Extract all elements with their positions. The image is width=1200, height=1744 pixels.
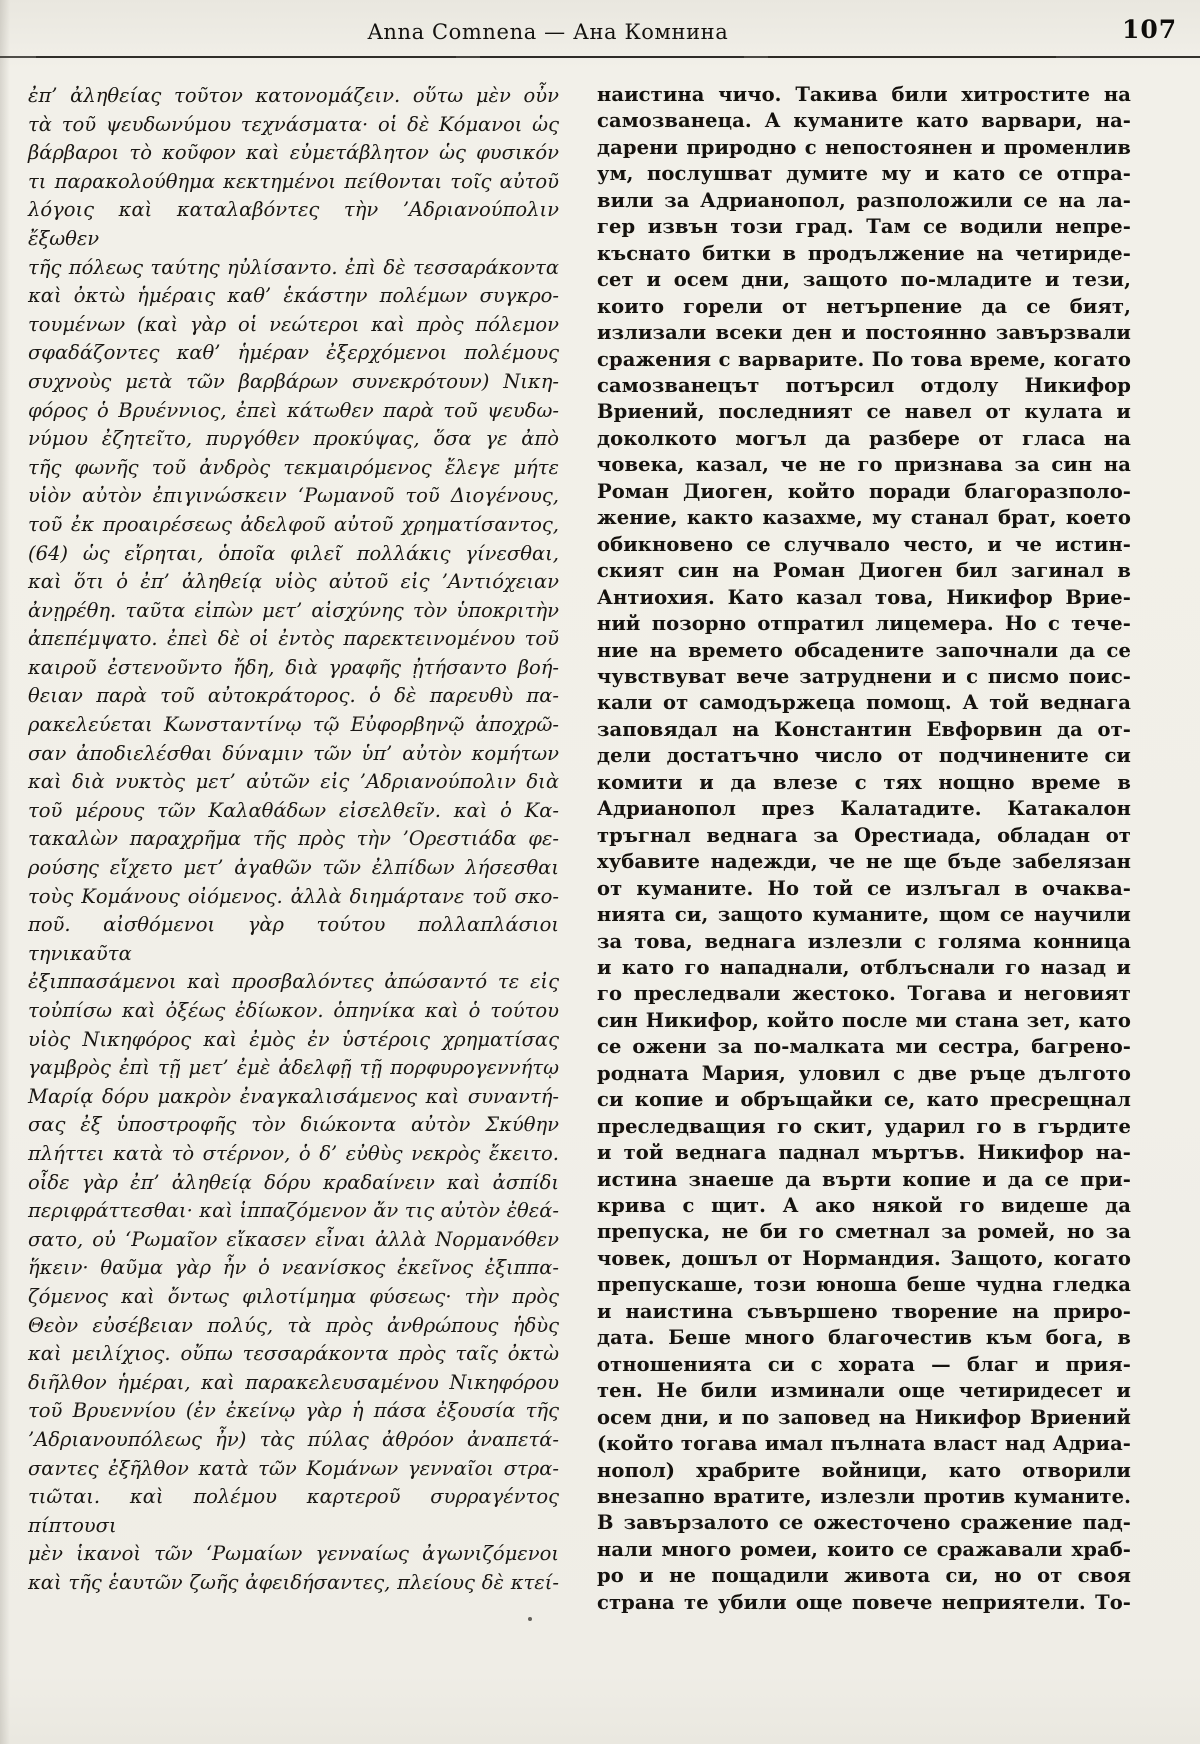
- text-line: нопол) храбрите войници, като отворили: [597, 1458, 1131, 1482]
- text-line: καὶ μειλίχιος. οὔπω τεσσαράκοντα πρὸς ταῖς ὀκτὼ: [28, 1342, 559, 1366]
- text-line: σατο, οὐ ‘Ρωμαῖον εἴκασεν εἶναι ἀλλὰ Νορμανόθεν: [28, 1227, 559, 1251]
- text-line: В завързалото се ожесточено сражение пад-: [597, 1511, 1131, 1535]
- text-line: (64) ὡς εἴρηται, ὁποῖα φιλεῖ πολλάκις γίνεσθαι,: [28, 541, 559, 565]
- two-column-text-block: [28, 82, 1131, 1616]
- text-line: ἐπ’ ἀληθείας τοῦτον κατονομάζειν. οὕτω μὲν οὖν: [28, 84, 559, 107]
- text-line: τακαλὼν παραχρῆμα τῆς πρὸς τὴν ’Ορεστιάδα φε-: [28, 827, 559, 851]
- text-line: ският син на Роман Диоген бил загинал в: [597, 559, 1131, 583]
- text-line: сет и осем дни, защото по-младите и тези,: [597, 268, 1131, 292]
- text-line: σφαδάζοντες καθ’ ἡμέραν ἐξερχόμενοι πολέμους: [28, 341, 559, 365]
- text-line: Антиохия. Като казал това, Никифор Врие-: [597, 585, 1131, 609]
- text-line: τουμένων (καὶ γὰρ οἱ νεώτεροι καὶ πρὸς πόλεμον: [28, 312, 559, 336]
- text-line: ро и не пощадили живота си, но от своя: [597, 1564, 1131, 1588]
- text-line: ἀπεπέμψατο. ἐπεὶ δὲ οἱ ἐντὸς παρεκτεινομένου τοῦ: [28, 627, 559, 651]
- text-line: къснато битки в продължение на четириде-: [597, 241, 1131, 265]
- text-line: нията си, защото куманите, щом се научили: [597, 903, 1131, 927]
- text-line: τοῦ Βρυεννίου (ἐν ἐκείνῳ γὰρ ἡ πάσα ἐξουσία τῆς: [28, 1399, 559, 1423]
- text-line: доколкото могъл да разбере от гласа на: [597, 426, 1131, 450]
- text-line: дели достатъчно число от подчинените си: [597, 744, 1131, 768]
- text-line: συχνοὺς μετὰ τῶν βαρβάρων συνεκρότουν) Νικη-: [28, 369, 559, 393]
- text-line: го преследвали жестоко. Тогава и неговият: [597, 982, 1131, 1006]
- text-line: чувствуват вече затруднени и с писмо поис-: [597, 664, 1131, 688]
- text-line: отношенията си с хората — благ и прия-: [597, 1352, 1131, 1376]
- text-line: λόγοις καὶ καταλαβόντες τὴν ’Αδριανούπολιν ἔξωθεν: [28, 198, 559, 250]
- text-line: φόρος ὁ Βρυέννιος, ἐπεὶ κάτωθεν παρὰ τοῦ ψευδω-: [28, 398, 559, 422]
- text-line: заповядал на Константин Евфорвин да от-: [597, 717, 1131, 741]
- text-line: тен. Не били изминали още четиридесет и: [597, 1379, 1131, 1403]
- text-line: ἥκειν· θαῦμα γὰρ ἦν ὁ νεανίσκος ἐκεῖνος ἐξιππα-: [28, 1256, 559, 1280]
- text-line: вили за Адрианопол, разположили се на ла-: [597, 188, 1131, 212]
- text-line: човек, дошъл от Нормандия. Защото, когато: [597, 1246, 1131, 1270]
- text-line: за това, веднага излезли с голяма конница: [597, 929, 1131, 953]
- text-line: родната Мария, уловил с две ръце дългото: [597, 1061, 1131, 1085]
- text-line: υἱὸν αὐτὸν ἐπιγινώσκειν ‘Ρωμανοῦ τοῦ Διογένους,: [28, 484, 559, 508]
- text-line: ἐξιππασάμενοι καὶ προσβαλόντες ἀπώσαντό τε εἰς: [28, 970, 559, 994]
- text-line: πλήττει κατὰ τὸ στέρνον, ὁ δ’ εὐθὺς νεκρὸς ἔκειτο.: [28, 1141, 559, 1165]
- text-line: самозванецът потърсил отдолу Никифор: [597, 373, 1131, 397]
- text-line: τοὐπίσω καὶ ὀξέως ἐδίωκον. ὁπηνίκα καὶ ὁ τούτου: [28, 999, 559, 1022]
- text-line: σας ἐξ ὑποστροφῆς τὸν διώκοντα αὐτὸν Σκύθην: [28, 1113, 559, 1137]
- text-line: които горели от нетърпение да се бият,: [597, 294, 1131, 318]
- text-line: син Никифор, който после ми стана зет, като: [597, 1008, 1131, 1032]
- text-line: и като го нападнали, отблъснали го назад и: [597, 955, 1131, 979]
- text-line: и той веднага паднал мъртъв. Никифор на-: [597, 1141, 1131, 1165]
- text-line: νύμου ἐζητεῖτο, πυργόθεν προκύψας, ὅσα γε ἀπὸ: [28, 427, 559, 451]
- text-line: крива с щит. А ако някой го видеше да: [597, 1194, 1131, 1218]
- text-line: обикновено се случвало често, и че истин-: [597, 532, 1131, 556]
- text-line: θειαν παρὰ τοῦ αὐτοκράτορος. ὁ δὲ παρευθὺ πα-: [28, 684, 559, 708]
- text-line: ρούσης εἴχετο μετ’ ἀγαθῶν τῶν ἐλπίδων λήσεσθαι: [28, 856, 559, 880]
- text-line: τοῦ ἐκ προαιρέσεως ἀδελφοῦ αὐτοῦ χρηματίσαντος,: [28, 512, 559, 536]
- text-line: дата. Беше много благочестив към бога, в: [597, 1326, 1131, 1350]
- running-head-title: Anna Comnena — Ана Комнина: [367, 20, 729, 44]
- text-line: преследващия го скит, ударил го в гърдите: [597, 1114, 1131, 1138]
- text-line: τῆς φωνῆς τοῦ ἀνδρὸς τεκμαιρόμενος ἔλεγε μήτε: [28, 455, 559, 479]
- page-number: 107: [1122, 15, 1178, 44]
- text-line: тръгнал веднага за Орестиада, обладан от: [597, 823, 1131, 847]
- text-line: препуска, не би го сметнал за ромей, но за: [597, 1220, 1131, 1244]
- header-rule: [0, 56, 1200, 58]
- text-line: ἀνῃρέθη. ταῦτα εἰπὼν μετ’ αἰσχύνης τὸν ὑποκριτὴν: [28, 598, 559, 622]
- text-line: καὶ τῆς ἑαυτῶν ζωῆς ἀφειδήσαντες, πλείους δὲ κτεί-: [28, 1570, 559, 1594]
- paper-speck: [528, 1617, 532, 1621]
- text-line: се ожени за по-малката ми сестра, багрено-: [597, 1035, 1131, 1059]
- text-line: си копие и обръщайки се, като пресрещнал: [597, 1088, 1131, 1112]
- text-line: καὶ ὀκτὼ ἡμέραις καθ’ ἑκάστην πολέμων συγκρο-: [28, 284, 559, 308]
- text-line: ние на времето обсадените започнали да се: [597, 638, 1131, 662]
- text-line: ’Αδριανουπόλεως ἦν) τὰς πύλας ἀθρόον ἀναπετά-: [28, 1427, 559, 1451]
- text-line: τοῦ μέρους τῶν Καλαθάδων εἰσελθεῖν. καὶ ὁ Κα-: [28, 798, 559, 822]
- text-line: Μαρίᾳ δόρυ μακρὸν ἐναγκαλισάμενος καὶ συναντή-: [28, 1084, 559, 1108]
- text-line: ум, послушват думите му и като се отпра-: [597, 162, 1131, 186]
- text-line: καὶ ὅτι ὁ ἐπ’ ἀληθείᾳ υἱὸς αὐτοῦ εἰς ’Αντιόχειαν: [28, 570, 559, 594]
- text-line: сражения с варварите. По това време, когато: [597, 347, 1131, 371]
- text-line: τὰ τοῦ ψευδωνύμου τεχνάσματα· οἱ δὲ Κόμανοι ὡς: [28, 112, 559, 136]
- text-line: и наистина съвършено творение на приро-: [597, 1299, 1131, 1323]
- text-line: хубавите надежди, че не ще бъде забелязан: [597, 850, 1131, 874]
- text-line: υἱὸς Νικηφόρος καὶ ἐμὸς ἐν ὑστέροις χρηματίσας: [28, 1027, 559, 1051]
- text-line: καιροῦ ἐστενοῦντο ἤδη, διὰ γραφῆς ᾐτήσαντο βοή-: [28, 655, 559, 679]
- greek-text-column: [28, 82, 559, 1616]
- text-line: μὲν ἱκανοὶ τῶν ‘Ρωμαίων γενναίως ἀγωνιζόμενοι: [28, 1542, 559, 1566]
- text-line: διῆλθον ἡμέραι, καὶ παρακελευσαμένου Νικηφόρου: [28, 1370, 559, 1394]
- text-line: τοὺς Κομάνους οἰόμενος. ἀλλὰ διημάρτανε τοῦ σκο-: [28, 884, 559, 908]
- text-line: гер извън този град. Там се водили непре-: [597, 215, 1131, 239]
- bulgarian-text-column: [597, 82, 1131, 1616]
- text-line: жение, както казахме, му станал брат, което: [597, 506, 1131, 530]
- text-line: осем дни, и по заповед на Никифор Вриений: [597, 1405, 1131, 1429]
- text-line: σαντες ἐξῆλθον κατὰ τῶν Κομάνων γενναῖοι στρα-: [28, 1456, 559, 1480]
- scan-edge-shadow: [0, 0, 10, 1744]
- text-line: дарени природно с непостоянен и променлив: [597, 135, 1131, 159]
- text-line: препускаше, този юноша беше чудна гледка: [597, 1273, 1131, 1297]
- text-line: τιῶται. καὶ πολέμου καρτεροῦ συρραγέντος πίπτουσι: [28, 1485, 559, 1537]
- text-line: страна те убили още повече неприятели. То-: [597, 1590, 1131, 1614]
- text-line: нали много ромеи, които се сражавали храб-: [597, 1537, 1131, 1561]
- text-line: βάρβαροι τὸ κοῦφον καὶ εὐμετάβλητον ὡς φυσικόν: [28, 141, 559, 165]
- text-line: ζόμενος καὶ ὄντως φιλοτίμημα φύσεως· τὴν πρὸς: [28, 1284, 559, 1308]
- text-line: τῆς πόλεως ταύτης ηὐλίσαντο. ἐπὶ δὲ τεσσαράκοντα: [28, 255, 559, 279]
- text-line: (който тогава имал пълната власт над Адриа-: [597, 1432, 1131, 1456]
- text-line: ний позорно отпратил лицемера. Но с тече-: [597, 612, 1131, 636]
- text-line: σαν ἀποδιελέσθαι δύναμιν τῶν ὑπ’ αὐτὸν κομήτων: [28, 741, 559, 765]
- text-line: истина знаеше да върти копие и да се при-: [597, 1167, 1131, 1191]
- text-line: Вриений, последният се навел от кулата и: [597, 400, 1131, 424]
- text-line: комити и да влезе с тях нощно време в: [597, 770, 1131, 794]
- text-line: Адрианопол през Калатадите. Катакалон: [597, 797, 1131, 821]
- text-line: кали от самодържеца помощ. А той веднага: [597, 691, 1131, 715]
- text-line: Роман Диоген, който поради благоразполо-: [597, 479, 1131, 503]
- text-line: човека, казал, че не го признава за син на: [597, 453, 1131, 477]
- text-line: ρακελεύεται Κωνσταντίνῳ τῷ Εὐφορβηνῷ ἀποχρῶ-: [28, 713, 559, 737]
- text-line: внезапно вратите, излезли против куманите.: [597, 1485, 1131, 1509]
- text-line: от куманите. Но той се излъгал в очаква-: [597, 876, 1131, 900]
- text-line: излизали всеки ден и постоянно завързвали: [597, 321, 1131, 345]
- text-line: περιφράττεσθαι· καὶ ἱππαζόμενον ἄν τις αὐτὸν ἐθεά-: [28, 1199, 559, 1223]
- text-line: τι παρακολούθημα κεκτημένοι πείθονται τοῖς αὐτοῦ: [28, 169, 559, 193]
- text-line: ποῦ. αἰσθόμενοι γὰρ τούτου πολλαπλάσιοι τηνικαῦτα: [28, 913, 559, 965]
- text-line: Θεὸν εὐσέβειαν πολύς, τὰ πρὸς ἀνθρώπους ἡδὺς: [28, 1313, 559, 1337]
- text-line: οἶδε γὰρ ἐπ’ ἀληθείᾳ δόρυ κραδαίνειν καὶ ἀσπίδι: [28, 1170, 559, 1194]
- text-line: καὶ διὰ νυκτὸς μετ’ αὐτῶν εἰς ’Αδριανούπολιν διὰ: [28, 770, 559, 794]
- text-line: наистина чичо. Такива били хитростите на: [597, 83, 1131, 106]
- text-line: самозванеца. А куманите като варвари, на-: [597, 109, 1131, 133]
- text-line: γαμβρὸς ἐπὶ τῇ μετ’ ἐμὲ ἀδελφῇ τῇ πορφυρογεννήτῳ: [28, 1056, 559, 1080]
